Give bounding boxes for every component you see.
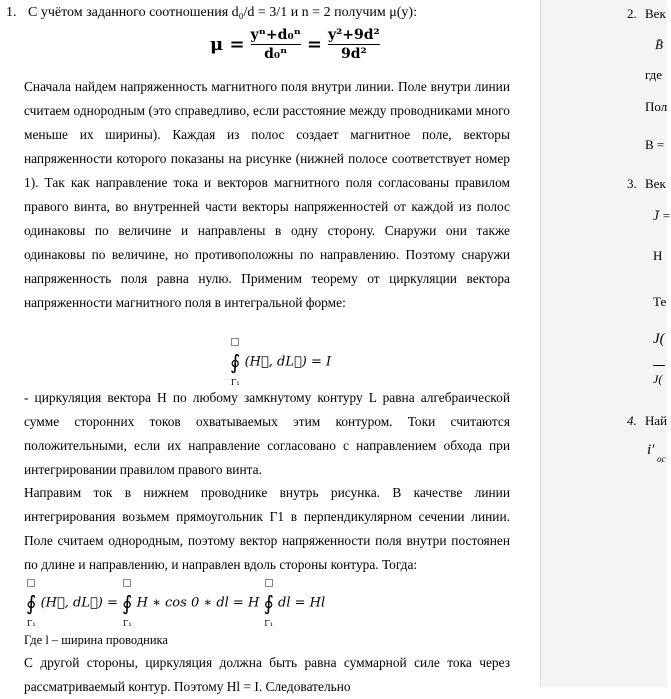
circulation-expansion: [26, 576, 325, 630]
contour-integral-sign: ∮ Γ₁: [122, 576, 132, 630]
b-vector: B̄: [655, 37, 663, 52]
fraction-1: [251, 27, 301, 62]
contour-integral-sign: ∮ Γ₁: [230, 335, 240, 389]
fraction-denominator: d₀ⁿ: [264, 46, 288, 62]
where-word: где: [645, 67, 663, 82]
paragraph-conclusion: С другой стороны, циркуляция должна быть равна суммарной силе тока через рассматриваемый контур. Поэтому Hl = I. Следовательно: [24, 655, 510, 694]
fraction-line: [653, 365, 665, 366]
te-word: Те: [653, 294, 667, 309]
circulation-integral: [230, 335, 331, 389]
i-variable: i′: [647, 442, 655, 458]
h-letter: Н: [653, 248, 663, 263]
item-3-text: Век: [645, 176, 666, 191]
mu-formula: [210, 27, 380, 62]
placeholder-box-icon: [265, 579, 273, 587]
j-vector: J̄ =: [653, 208, 671, 223]
integral-body: (H⃗, dL⃗) = I: [244, 354, 332, 370]
where-line: Где l – ширина проводника: [24, 633, 168, 647]
item-number: 1.: [6, 5, 17, 20]
paragraph-circulation: - циркуляция вектора H по любому замкнутому контуру L равна алгебраической сумме сторонних токов охватываемых этим контуром. Токи считаются положительными, если их направление согласовано с направлением обхода при интегрировании правилом правого винта.: [24, 390, 510, 477]
j-function: J(: [653, 331, 665, 347]
contour-integral-sign: ∮ Γ₁: [26, 576, 36, 630]
paragraph-direction: Направим ток в нижнем проводнике внутрь рисунка. В качестве линии интегрирования возьмем прямоугольник Г1 в перпендикулярном сечении линии. Поле считаем однородным, поэтому вектор напряженности поля внутри постоянен по длине и направлению, и направлен вдоль стороны контура. Тогда:: [24, 485, 510, 572]
contour-integral-sign: ∮ Γ₁: [263, 576, 273, 630]
item-3-number: 3.: [627, 176, 637, 191]
fraction-line: [328, 44, 380, 45]
item-2-text: Век: [645, 6, 666, 21]
item-header-text: С учётом заданного соотношения d₀/d = 3/1 и n = 2 получим μ(y):: [28, 5, 417, 20]
item-2-number: 2.: [627, 6, 637, 21]
item-4-text: Най: [645, 413, 668, 428]
fraction-denominator: 9d²: [340, 46, 367, 62]
i-subscript: oc: [657, 454, 666, 464]
pol-word: Пол: [645, 99, 668, 114]
integral-term-2: H ∗ cos 0 ∗ dl = H: [136, 595, 260, 611]
fraction-numerator: yⁿ+d₀ⁿ: [250, 27, 301, 43]
fraction-line: [251, 44, 301, 45]
j-fraction-den: J(: [653, 372, 663, 386]
placeholder-box-icon: [231, 338, 239, 346]
integral-term-3: dl = Hl: [278, 595, 326, 611]
paragraph-intro: Сначала найдем напряженность магнитного поля внутри линии. Поле внутри линии считаем однородным (это справедливо, если расстояние между проводниками много меньше их ширины). Каждая из полос создает магнитное поле, векторы напряженности которого показаны на рисунке (нижней полосе соответствует номер 1). Так как направление тока и векторов магнитного поля согласованы правилом правого винта, во внутренней части векторы напряженностей от каждой из полос одинаковы по величине и направлены в одну сторону. Снаружи они также одинаковы по величине, но противоположны по направлению. Поэтому снаружи напряженность поля равна нулю. Применим теорему от циркуляции вектора напряженности магнитного поля в интегральной форме:: [24, 79, 510, 310]
placeholder-box-icon: [123, 579, 131, 587]
item-1-header: [6, 5, 417, 21]
equals-sign: =: [306, 34, 322, 55]
fraction-numerator: y²+9d²: [327, 27, 380, 43]
document-page-right: [540, 0, 671, 687]
fraction-2: [328, 27, 380, 62]
integral-term-1: (H⃗, dL⃗) =: [40, 595, 118, 611]
placeholder-box-icon: [27, 579, 35, 587]
item-4-number: 4.: [627, 413, 637, 428]
mu-symbol: μ =: [210, 34, 245, 55]
b-equation: B =: [645, 137, 665, 152]
